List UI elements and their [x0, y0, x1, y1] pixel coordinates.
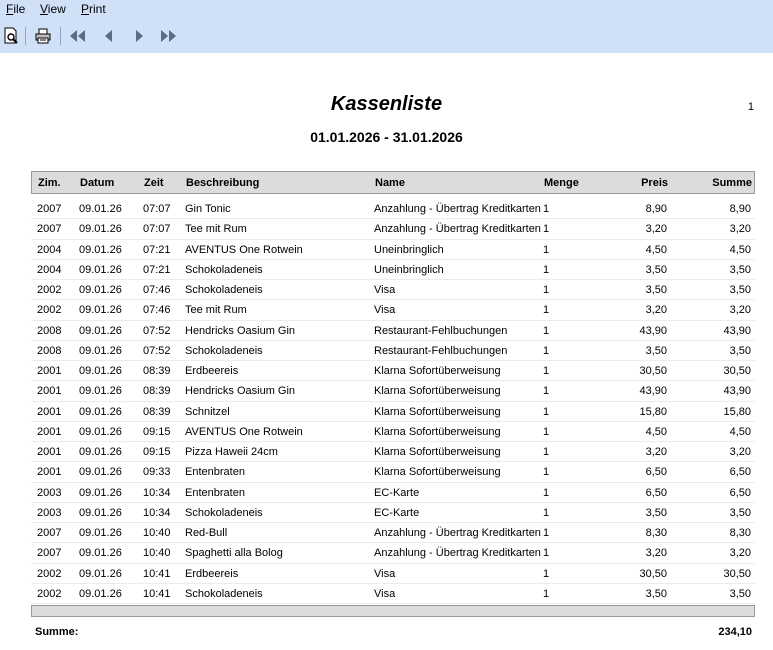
cell-zeit: 09:33: [143, 466, 171, 479]
cell-summe: 43,90: [723, 324, 751, 337]
cell-beschreibung: Pizza Haweii 24cm: [185, 446, 278, 458]
table-row: [31, 564, 755, 584]
table-row: [31, 543, 755, 563]
cell-preis: 3,50: [645, 506, 667, 519]
cell-datum: 09.01.26: [79, 466, 122, 479]
cell-beschreibung: Schokoladeneis: [185, 284, 263, 296]
menu-print-mnemonic: P: [81, 2, 90, 16]
cell-datum: 09.01.26: [79, 527, 122, 539]
table-row: [31, 483, 755, 503]
cell-datum: 09.01.26: [79, 446, 122, 458]
cell-preis: 4,50: [645, 425, 667, 438]
column-header-summe: Summe: [712, 177, 752, 189]
cell-preis: 3,20: [645, 304, 667, 317]
cell-zim: 2003: [37, 486, 62, 499]
cell-name: Klarna Sofortüberweisung: [374, 385, 501, 398]
cell-datum: 09.01.26: [79, 223, 122, 236]
cell-name: Anzahlung - Übertrag Kreditkarten: [374, 223, 541, 236]
cell-zim: 2002: [37, 567, 62, 580]
column-header-datum: Datum: [80, 177, 115, 189]
cell-datum: 09.01.26: [79, 405, 122, 418]
cell-menge: 1: [543, 405, 550, 418]
cell-zeit: 10:41: [143, 567, 171, 580]
cell-beschreibung: Red-Bull: [185, 527, 228, 539]
cell-zeit: 07:46: [143, 304, 171, 317]
cell-name: Restaurant-Fehlbuchungen: [374, 324, 508, 337]
cell-summe: 3,50: [729, 263, 751, 276]
table-row: [31, 240, 755, 260]
cell-datum: 09.01.26: [79, 587, 122, 600]
cell-zim: 2008: [37, 344, 62, 357]
cell-summe: 43,90: [723, 385, 751, 398]
cell-zim: 2004: [37, 243, 62, 256]
cell-beschreibung: Erdbeereis: [185, 567, 239, 580]
cell-preis: 15,80: [639, 405, 667, 418]
cell-name: Klarna Sofortüberweisung: [374, 405, 501, 418]
cell-preis: 4,50: [645, 243, 667, 256]
cell-zim: 2001: [37, 365, 62, 377]
cell-menge: 1: [543, 527, 550, 539]
cell-summe: 6,50: [729, 486, 751, 499]
cell-menge: 1: [543, 344, 550, 357]
cell-summe: 3,20: [729, 304, 751, 317]
cell-menge: 1: [543, 486, 550, 499]
cell-zeit: 07:07: [143, 203, 171, 215]
cell-beschreibung: Hendricks Oasium Gin: [185, 385, 296, 398]
cell-zeit: 10:40: [143, 547, 171, 560]
cell-name: Anzahlung - Übertrag Kreditkarten: [374, 203, 541, 215]
table-row: [31, 321, 755, 341]
cell-zim: 2001: [37, 385, 62, 398]
cell-zeit: 10:34: [143, 506, 171, 519]
column-header-preis: Preis: [641, 177, 668, 189]
cell-menge: 1: [543, 506, 550, 519]
cell-summe: 3,50: [729, 284, 751, 296]
menu-view[interactable]: [40, 2, 66, 16]
cell-preis: 3,50: [645, 587, 667, 600]
printer-icon: [34, 27, 52, 45]
previous-page-button[interactable]: [98, 25, 120, 47]
cell-beschreibung: AVENTUS One Rotwein: [185, 425, 303, 438]
cell-name: Uneinbringlich: [374, 243, 444, 256]
cell-beschreibung: Entenbraten: [185, 466, 245, 479]
menu-bar: [0, 0, 773, 20]
cell-datum: 09.01.26: [79, 203, 122, 215]
cell-zim: 2008: [37, 324, 62, 337]
cell-zeit: 08:39: [143, 385, 171, 398]
cell-preis: 6,50: [645, 486, 667, 499]
table-row: [31, 422, 755, 442]
table-row: [31, 402, 755, 422]
cell-zeit: 07:52: [143, 324, 171, 337]
cell-zeit: 09:15: [143, 425, 171, 438]
cell-datum: 09.01.26: [79, 365, 122, 377]
table-row: [31, 503, 755, 523]
toolbar-separator: [25, 27, 26, 45]
cell-beschreibung: Spaghetti alla Bolog: [185, 547, 283, 560]
cell-summe: 8,90: [729, 203, 751, 215]
cell-name: Visa: [374, 587, 396, 600]
cell-summe: 8,30: [729, 527, 751, 539]
cell-zeit: 07:21: [143, 243, 171, 256]
cell-zeit: 10:40: [143, 527, 171, 539]
page-preview-button[interactable]: [0, 25, 22, 47]
table-row: [31, 280, 755, 300]
toolbar-area: [0, 0, 773, 53]
menu-file[interactable]: [6, 2, 25, 16]
cell-zeit: 07:52: [143, 344, 171, 357]
cell-zim: 2002: [37, 587, 62, 600]
page-preview-icon: [2, 27, 20, 45]
column-header-zeit: Zeit: [144, 177, 164, 189]
cell-datum: 09.01.26: [79, 324, 122, 337]
cell-zeit: 07:07: [143, 223, 171, 236]
cell-beschreibung: AVENTUS One Rotwein: [185, 243, 303, 256]
cell-preis: 30,50: [639, 567, 667, 580]
cell-summe: 4,50: [729, 243, 751, 256]
cell-menge: 1: [543, 365, 550, 377]
next-page-button[interactable]: [128, 25, 150, 47]
cell-preis: 3,50: [645, 263, 667, 276]
cell-zim: 2004: [37, 263, 62, 276]
cell-beschreibung: Gin Tonic: [185, 203, 231, 215]
table-footer-bar: [31, 605, 755, 617]
cell-zim: 2007: [37, 223, 62, 236]
table-row: [31, 300, 755, 320]
cell-menge: 1: [543, 304, 550, 317]
cell-beschreibung: Schokoladeneis: [185, 587, 263, 600]
cell-preis: 3,50: [645, 284, 667, 296]
cell-summe: 3,20: [729, 547, 751, 560]
table-row: [31, 199, 755, 219]
table-row: [31, 523, 755, 543]
table-row: [31, 260, 755, 280]
report-title: Kassenliste: [330, 93, 443, 115]
cell-beschreibung: Hendricks Oasium Gin: [185, 324, 296, 337]
cell-name: Klarna Sofortüberweisung: [374, 425, 501, 438]
cell-name: Uneinbringlich: [374, 263, 444, 276]
cell-name: Visa: [374, 284, 396, 296]
cell-name: Klarna Sofortüberweisung: [374, 466, 501, 479]
cell-datum: 09.01.26: [79, 344, 122, 357]
first-page-button[interactable]: [67, 25, 89, 47]
cell-preis: 3,20: [645, 547, 667, 560]
toolbar-separator: [60, 27, 61, 45]
cell-datum: 09.01.26: [79, 425, 122, 438]
cell-name: Visa: [374, 567, 396, 580]
cell-zeit: 08:39: [143, 405, 171, 418]
cell-beschreibung: Schokoladeneis: [185, 506, 263, 519]
cell-summe: 3,20: [729, 446, 751, 458]
cell-menge: 1: [543, 203, 550, 215]
cell-name: Klarna Sofortüberweisung: [374, 446, 501, 458]
cell-beschreibung: Schokoladeneis: [185, 263, 263, 276]
total-label: Summe:: [35, 626, 79, 638]
cell-menge: 1: [543, 284, 550, 296]
cell-summe: 30,50: [723, 365, 751, 377]
cell-preis: 30,50: [639, 365, 667, 377]
cell-summe: 3,20: [729, 223, 751, 236]
table-row: [31, 462, 755, 482]
last-page-icon: [157, 29, 179, 43]
cell-zeit: 10:41: [143, 587, 171, 600]
cell-beschreibung: Schnitzel: [185, 405, 230, 418]
cell-name: EC-Karte: [374, 486, 420, 499]
next-page-icon: [132, 29, 146, 43]
cell-summe: 3,50: [729, 344, 751, 357]
cell-menge: 1: [543, 587, 550, 600]
column-header-menge: Menge: [544, 177, 579, 189]
page-number: 1: [747, 101, 754, 113]
cell-datum: 09.01.26: [79, 506, 122, 519]
cell-menge: 1: [543, 223, 550, 236]
cell-preis: 6,50: [645, 466, 667, 479]
cell-zim: 2002: [37, 284, 62, 296]
cell-name: EC-Karte: [374, 506, 420, 519]
cell-datum: 09.01.26: [79, 547, 122, 560]
cell-beschreibung: Erdbeereis: [185, 365, 239, 377]
cell-datum: 09.01.26: [79, 263, 122, 276]
column-header-name: Name: [375, 177, 405, 189]
cell-preis: 8,30: [645, 527, 667, 539]
cell-zim: 2001: [37, 466, 62, 479]
cell-zim: 2001: [37, 405, 62, 418]
menu-print[interactable]: [81, 2, 106, 16]
cell-zeit: 08:39: [143, 365, 171, 377]
menu-file-label: ile: [13, 2, 26, 16]
cell-menge: 1: [543, 385, 550, 398]
table-row: [31, 584, 755, 604]
cell-zim: 2007: [37, 203, 62, 215]
cell-datum: 09.01.26: [79, 304, 122, 317]
total-value: 234,10: [718, 626, 752, 638]
cell-menge: 1: [543, 446, 550, 458]
cell-menge: 1: [543, 324, 550, 337]
cell-summe: 3,50: [729, 506, 751, 519]
table-row: [31, 361, 755, 381]
cell-name: Anzahlung - Übertrag Kreditkarten: [374, 547, 541, 560]
cell-menge: 1: [543, 466, 550, 479]
report-date-range: 01.01.2026 - 31.01.2026: [310, 129, 463, 145]
cell-zim: 2001: [37, 425, 62, 438]
print-button[interactable]: [32, 25, 54, 47]
cell-zeit: 07:21: [143, 263, 171, 276]
table-body: [31, 199, 755, 604]
cell-summe: 15,80: [723, 405, 751, 418]
column-header-zim: Zim.: [38, 177, 61, 189]
first-page-icon: [67, 29, 89, 43]
cell-menge: 1: [543, 425, 550, 438]
cell-beschreibung: Tee mit Rum: [185, 304, 247, 317]
cell-summe: 3,50: [729, 587, 751, 600]
cell-menge: 1: [543, 547, 550, 560]
menu-print-label: rint: [89, 2, 106, 16]
cell-summe: 6,50: [729, 466, 751, 479]
cell-name: Klarna Sofortüberweisung: [374, 365, 501, 377]
cell-preis: 43,90: [639, 324, 667, 337]
cell-beschreibung: Entenbraten: [185, 486, 245, 499]
cell-summe: 4,50: [729, 425, 751, 438]
toolbar: [0, 24, 773, 50]
cell-name: Anzahlung - Übertrag Kreditkarten: [374, 527, 541, 539]
cell-preis: 8,90: [645, 203, 667, 215]
cell-datum: 09.01.26: [79, 567, 122, 580]
table-row: [31, 219, 755, 239]
cell-datum: 09.01.26: [79, 243, 122, 256]
cell-preis: 43,90: [639, 385, 667, 398]
menu-view-label: iew: [47, 2, 66, 16]
previous-page-icon: [102, 29, 116, 43]
cell-menge: 1: [543, 263, 550, 276]
cell-datum: 09.01.26: [79, 284, 122, 296]
cell-zim: 2001: [37, 446, 62, 458]
menu-view-mnemonic: V: [40, 2, 48, 16]
cell-zeit: 07:46: [143, 284, 171, 296]
cell-datum: 09.01.26: [79, 486, 122, 499]
table-row: [31, 381, 755, 401]
last-page-button[interactable]: [157, 25, 179, 47]
cell-beschreibung: Schokoladeneis: [185, 344, 263, 357]
cell-menge: 1: [543, 567, 550, 580]
cell-beschreibung: Tee mit Rum: [185, 223, 247, 236]
cell-zeit: 09:15: [143, 446, 171, 458]
table-header: [31, 171, 755, 194]
cell-zim: 2007: [37, 547, 62, 560]
cell-name: Visa: [374, 304, 396, 317]
cell-name: Restaurant-Fehlbuchungen: [374, 344, 508, 357]
cell-datum: 09.01.26: [79, 385, 122, 398]
cell-zim: 2007: [37, 527, 62, 539]
cell-zeit: 10:34: [143, 486, 171, 499]
table-row: [31, 442, 755, 462]
cell-preis: 3,20: [645, 446, 667, 458]
cell-zim: 2003: [37, 506, 62, 519]
menu-file-mnemonic: F: [6, 2, 14, 16]
cell-summe: 30,50: [723, 567, 751, 580]
cell-menge: 1: [543, 243, 550, 256]
cell-zim: 2002: [37, 304, 62, 317]
column-header-beschreibung: Beschreibung: [186, 177, 260, 189]
cell-preis: 3,20: [645, 223, 667, 236]
cell-preis: 3,50: [645, 344, 667, 357]
table-row: [31, 341, 755, 361]
